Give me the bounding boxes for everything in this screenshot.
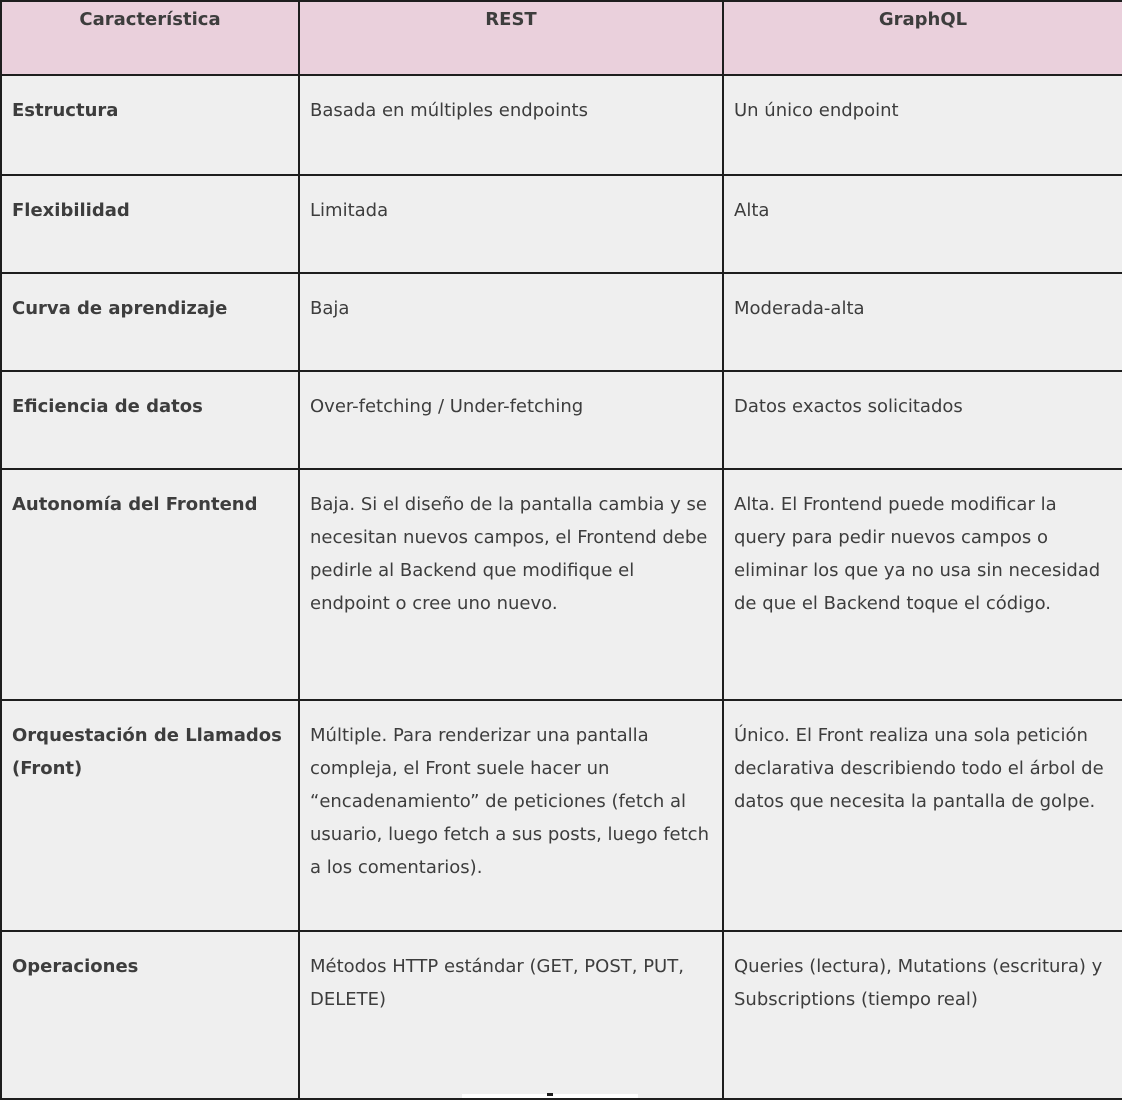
feature-cell: Autonomía del Frontend xyxy=(1,469,299,700)
feature-cell: Orquestación de Llamados (Front) xyxy=(1,700,299,931)
table-row xyxy=(1,75,1122,175)
graphql-cell: Queries (lectura), Mutations (escritura) y Subscriptions (tiempo real) xyxy=(723,931,1122,1099)
feature-cell: Estructura xyxy=(1,75,299,175)
rest-cell: Métodos HTTP estándar (GET, POST, PUT, DELETE) xyxy=(299,931,723,1099)
table-row xyxy=(1,931,1122,1099)
graphql-cell: Alta xyxy=(723,175,1122,273)
bottom-edge-tick xyxy=(547,1093,553,1096)
header-rest: REST xyxy=(299,1,723,75)
table-row xyxy=(1,371,1122,469)
graphql-cell: Datos exactos solicitados xyxy=(723,371,1122,469)
rest-cell: Over-fetching / Under-fetching xyxy=(299,371,723,469)
rest-cell: Limitada xyxy=(299,175,723,273)
header-graphql: GraphQL xyxy=(723,1,1122,75)
graphql-cell: Un único endpoint xyxy=(723,75,1122,175)
rest-cell: Baja xyxy=(299,273,723,371)
table-row xyxy=(1,273,1122,371)
graphql-cell: Único. El Front realiza una sola petición declarativa describiendo todo el árbol de datos que necesita la pantalla de golpe. xyxy=(723,700,1122,931)
feature-cell: Flexibilidad xyxy=(1,175,299,273)
graphql-cell: Alta. El Frontend puede modificar la query para pedir nuevos campos o eliminar los que ya no usa sin necesidad de que el Backend toque el código. xyxy=(723,469,1122,700)
table-row xyxy=(1,700,1122,931)
table-row xyxy=(1,469,1122,700)
feature-cell: Operaciones xyxy=(1,931,299,1099)
table-row xyxy=(1,175,1122,273)
header-row xyxy=(1,1,1122,75)
header-caracteristica: Característica xyxy=(1,1,299,75)
feature-cell: Curva de aprendizaje xyxy=(1,273,299,371)
feature-cell: Eficiencia de datos xyxy=(1,371,299,469)
rest-cell: Basada en múltiples endpoints xyxy=(299,75,723,175)
graphql-cell: Moderada-alta xyxy=(723,273,1122,371)
rest-cell: Múltiple. Para renderizar una pantalla compleja, el Front suele hacer un “encadenamiento” de peticiones (fetch al usuario, luego fetch a sus posts, luego fetch a los comentarios). xyxy=(299,700,723,931)
rest-cell: Baja. Si el diseño de la pantalla cambia y se necesitan nuevos campos, el Frontend debe pedirle al Backend que modifique el endpoint o cree uno nuevo. xyxy=(299,469,723,700)
